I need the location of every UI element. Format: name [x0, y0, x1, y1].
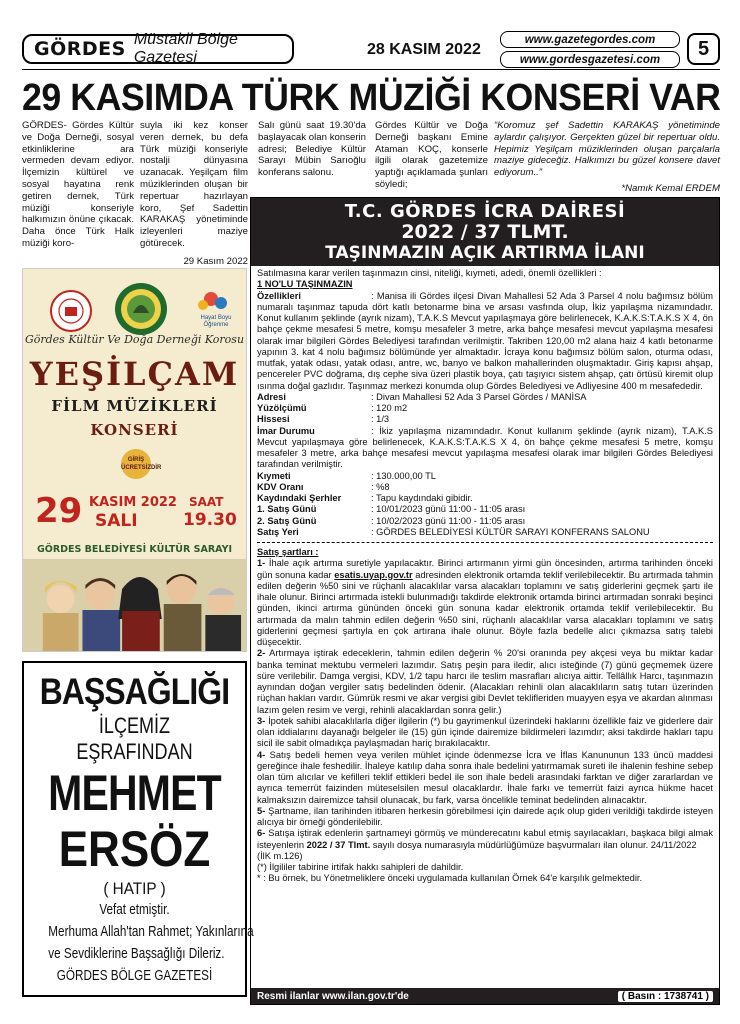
article-column-1 — [22, 120, 134, 260]
auction-header-file: 2022 / 37 TLMT. — [401, 221, 569, 243]
logo-caption: Hayat Boyu Öğrenme — [200, 315, 232, 328]
association-logo-icon — [115, 283, 167, 335]
poster-time: 19.30 — [183, 510, 237, 530]
condolence-line-4: GÖRDES BÖLGE GAZETESİ — [56, 967, 213, 984]
masthead — [22, 30, 720, 70]
article-text: Salı günü saat 19.30'da başlayacak olan konserin adresi; Belediye Kültür Sarayı Mübin Sarıoğlu konferans salonu. — [258, 120, 366, 179]
condition-5 — [257, 806, 713, 829]
poster-choir-name: Gördes Kültür Ve Doğa Derneği Korosu — [24, 333, 245, 346]
row-key: Kıymeti — [257, 470, 291, 481]
auction-header-office: T.C. GÖRDES İCRA DAİRESİ — [344, 201, 626, 222]
row-key: Kaydındaki Şerhler — [257, 493, 342, 503]
poster-konser: KONSERİ — [90, 421, 179, 439]
condolence-line-1: Vefat etmiştir. — [99, 901, 170, 918]
auction-footer — [251, 988, 719, 1004]
row-key: Satış Yeri — [257, 526, 299, 537]
masthead-title: GÖRDES — [34, 38, 126, 60]
official-ads-link[interactable]: Resmi ilanlar www.ilan.gov.tr'de — [257, 990, 409, 1002]
condition-number: 1- — [257, 558, 266, 569]
poster-time-label: SAAT — [189, 495, 224, 509]
auction-header-title: TAŞINMAZIN AÇIK ARTIRMA İLANI — [325, 243, 645, 263]
row-key: 2. Satış Günü — [257, 515, 317, 526]
deceased-surname: ERSÖZ — [58, 821, 211, 877]
masthead-title-box — [22, 31, 294, 66]
poster-weekday: SALI — [95, 511, 138, 531]
auction-header — [251, 198, 719, 266]
ministry-logo-icon — [51, 291, 91, 331]
row-value: : 1/3 — [371, 414, 390, 425]
row-value: : 10/01/2023 günü 11:00 - 11:05 arası — [371, 504, 526, 515]
condition-text: adresinden elektronik ortamda teklif verilebilecektir. Bu artırmada tahmin edilen değerin %50 sini ve rüçhanlı alacaklılar varsa alacakları toplamını ve satış giderlerini geçmek şartı ile ihale olunur. Birinci artırmada istekli bulunmadığı takdirde elektronik ortamda birinci artırmadan sonraki beşinci günden, ikinci artırma gününden önceki gün sonuna kadar elektronik ortamda teklif verilebilecektir. Bu artırmada da malın tahmin edilen değerin %50 sini, rüçhanlı alacaklılar varsa alacakları toplamını ve satış giderlerini geçmesi şartıyla en çok artırana ihale olunur. Böyle fazla bedelle alıcı çıkmazsa satış talebi düşecektir. — [257, 569, 713, 647]
row-key: Yüzölçümü — [257, 403, 307, 413]
article-text: Gördes Kültür ve Doğa Derneği başkanı Emine Ataman KOÇ, konserle ilgili olarak gazetemize yaptığı açıklamada şunları söyledi; — [375, 120, 488, 190]
row-value: : 130.000,00 TL — [371, 470, 436, 481]
property-row — [257, 471, 713, 482]
file-number: 2022 / 37 Tlmt. — [306, 839, 371, 850]
masthead-date: 28 KASIM 2022 — [367, 41, 481, 58]
divider — [257, 542, 713, 543]
auction-notice — [250, 197, 720, 1005]
property-row — [257, 504, 713, 515]
property-row — [257, 527, 713, 538]
condition-text: sayılı dosya numarasıyla müdürlüğümüze başvurmaları ilan olunur. 24/11/2022 — [370, 839, 697, 850]
masthead-subtitle: Müstakil Bölge Gazetesi — [133, 31, 238, 66]
page-number: 5 — [687, 33, 720, 65]
row-value: : GÖRDES BELEDİYESİ KÜLTÜR SARAYI KONFERANS SALONU — [371, 526, 650, 537]
property-number-label: 1 NO'LU TAŞINMAZIN — [257, 279, 353, 290]
row-value: : Tapu kaydındaki gibidir. — [371, 493, 473, 503]
article-text: GÖRDES- Gördes Kültür ve Doğa Derneği, sosyal etkinliklerine ara vermeden devam ediyor. İlçemizin kültürel ve sosyal hayatına renk getiren dernek, Türk müziği konseriyle halkımızın önüne çıkacak. Daha önce Türk Halk müziği koro- — [22, 120, 134, 249]
condition-text: Şartname, ilan tarihinden itibaren herkesin görebilmesi için dairede açık olup gideri verildiği takdirde isteyen alıcıya bir örneği gönderilebilir. — [257, 805, 713, 827]
condition-text: Satış bedeli hemen veya verilen mühlet içinde ödenmezse İcra ve İflas Kanununun 133 üncü maddesi gereğince ihale feshedilir. İhaleye katılıp daha sonra ihale bedelini yatırmamak sureti ile ihalenin feshine sebep olan tüm alıcılar ve kefilleri teklif ettikleri bedel ile son ihale bedeli arasındaki farktan ve diğer zararlardan ve ayrıca temerrüt faizinden müteselsilen mesul olacaklardır. İhale farkı ve temerrüt faizi ayrıca hükme hacet kalmaksızın dairemizce tahsil olunacak, bu fark, varsa öncelikle teminat bedelinden alınacaktır. — [257, 749, 713, 805]
property-row — [257, 414, 713, 425]
row-key: Özellikleri — [257, 290, 301, 301]
article-text: suyla iki kez konser veren dernek, bu defa Türk müziği konseriyle nostalji dünyasına uzanacak. Yeşilçam film müziklerinden oluşan bir repertuar hazırlayan koro, Şef Sadettin KARAKAŞ yönetiminde izleyenleri maziye götürecek. — [140, 120, 248, 249]
legal-reference: (İlK m.126) — [257, 850, 303, 861]
row-key: KDV Oranı — [257, 481, 304, 492]
row-key: İmar Durumu — [257, 425, 315, 436]
condition-text: İhale açık artırma suretiyle yapılacaktır. Birinci artırmanın yirmi gün öncesinden, artırma tarihinden önceki gün sonuna kadar — [257, 558, 713, 580]
headline: 29 KASIMDA TÜRK MÜZİĞİ KONSERİ VAR — [22, 77, 721, 119]
row-value: : %8 — [371, 481, 390, 492]
condition-2 — [257, 648, 713, 716]
condolence-line-2: Merhuma Allah'tan Rahmet; Yakınlarına — [48, 923, 254, 940]
row-key: Adresi — [257, 391, 286, 402]
property-row — [257, 482, 713, 493]
deceased-name: MEHMET — [48, 765, 221, 821]
condition-6 — [257, 828, 713, 851]
poster-subtitle: FİLM MÜZİKLERİ — [51, 397, 218, 415]
press-number: ( Basın : 1738741 ) — [618, 991, 713, 1002]
condition-number: 5- — [257, 805, 266, 816]
article-date: 29 Kasım 2022 — [183, 255, 248, 267]
row-value: : 120 m2 — [371, 403, 408, 413]
sale-conditions-title: Satış şartları : — [257, 547, 319, 557]
footnote-2: * : Bu örnek, bu Yönetmeliklere önceki uygulamada kullanılan Örnek 64'e karşılık gelmektedir. — [257, 873, 643, 884]
poster-month: KASIM 2022 — [89, 495, 177, 510]
concert-poster — [22, 268, 247, 652]
article-signature: *Namık Kemal ERDEM — [621, 182, 720, 194]
property-features-text: : Manisa ili Gördes ilçesi Divan Mahallesi 52 Ada 3 Parsel 4 nolu bağımsız bölüm numaralı taşınmaz tapuda dört katlı betonarme bina ve arsası vasfında olup, İkiz yapılaşma nizamındadır. Konut kullanım şeklinde (ayrık nizam), T.A.K.S Mevcut yapılaşmaya göre belirlenecek, K.A.K.S:T.A.K.S X 4, ön bahçe çekme mesafesi 5 metre, komşu mesafeler 3 metre, arka bahçe mesafesi mevcut yapılaşma mesafesi olarak imar bilgileri Gördes Belediyesi tarafından verilmiştir. Takriben 120,00 m2 alana haiz 4 katlı betonarme yapının 3. kat 4 nolu bağımsız bölümünde yer almaktadır. İcraya konu bağımsız bölüm salon, oturma odası, mutfak, yatak odası, yatak odası, antre, wc, banyo ve balkon mahallerinden oluşmaktadır. Giriş kapısı ahşap, pencereler PVC doğrama, dış cephe siva üzeri plastik boya, çatı taşıyıcı sistem ahşap, çatı örtüsü kiremit olup ısınma doğal gazlıdır. Taşınmaz merkezi konumda olup Gördes Belediyesi ve Adliyesine 400 m mesafededir. — [257, 290, 713, 391]
actor-3-icon — [118, 577, 162, 652]
property-row — [257, 493, 713, 504]
auction-intro: Satılmasına karar verilen taşınmazın cinsi, niteliği, kıymeti, adedi, önemli özellikleri : — [257, 268, 602, 278]
condolence-title: BAŞSAĞLIĞI — [39, 671, 230, 712]
deceased-nickname: ( HATIP ) — [103, 879, 166, 898]
condition-number: 6- — [257, 828, 266, 839]
condition-number: 2- — [257, 648, 266, 659]
condolence-line-3: ve Sevdiklerine Başsağlığı Dileriz. — [48, 945, 225, 962]
condition-1 — [257, 558, 713, 648]
lifelong-learning-logo-icon — [198, 292, 227, 310]
free-entry-badge: GİRİŞ ÜCRETSİZDİR — [121, 449, 151, 479]
masthead-url-1[interactable]: www.gazetegordes.com — [500, 31, 680, 48]
zoning-text: : İkiz yapılaşma nizamındadır. Konut kullanım şeklinde (ayrık nizam), T.A.K.S Mevcut yapılaşmaya göre belirlenecek, K.A.K.S:T.A.K.S X 4, ön bahçe çekme mesafesi 5 metre, komşu mesafeler 3 metre, arka bahçe mesafesi mevcut yapılaşma mesafesi olarak imar bilgileri Gördes Belediyesi tarafından verilmiştir. — [257, 425, 713, 470]
condolence-notice — [22, 661, 254, 997]
uyap-link[interactable]: esatis.uyap.gov.tr — [334, 569, 413, 580]
condition-text: İpotek sahibi alacaklılarla diğer ilgilerin (*) bu gayrimenkul üzerindeki haklarını özellikle faiz ve giderlere dair olan iddialarını dayanağı belgeler ile (15) gün içinde dairemize bildirmeleri lazımdır; aksi takdirde hakları tapu sicil ile sabit olmadıkça paylaşmadan hariç bırakılacaktır. — [257, 715, 713, 749]
article-column-2 — [140, 120, 248, 267]
row-key: Hissesi — [257, 414, 290, 425]
poster-venue: GÖRDES BELEDİYESİ KÜLTÜR SARAYI — [36, 544, 233, 555]
property-row — [257, 392, 713, 403]
auction-body — [251, 266, 719, 885]
article-quote: “Koromuz şef Sadettin KARAKAŞ yönetiminde aylardır çalışıyor. Gerçekten güzel bir repertuar oldu. Hepimiz Yeşilçam müziklerinden oluşan parçalarla maziye gideceğiz. Halkımızı bu güzel konsere davet ediyorum..” — [494, 120, 720, 179]
poster-logos-svg — [23, 279, 247, 339]
row-value: : 10/02/2023 günü 11:00 - 11:05 arası — [371, 515, 526, 526]
footnote-1: (*) İlgililer tabirine irtifak hakkı sahipleri de dahildir. — [257, 862, 464, 872]
poster-title: YEŞİLÇAM — [29, 355, 240, 393]
condition-number: 4- — [257, 749, 266, 760]
condolence-subtitle: İLÇEMİZ EŞRAFINDAN — [76, 713, 193, 764]
property-row — [257, 403, 713, 414]
row-key: 1. Satış Günü — [257, 504, 317, 515]
poster-day: 29 — [35, 491, 83, 531]
poster-logos — [23, 279, 246, 339]
condition-3 — [257, 716, 713, 750]
condition-number: 3- — [257, 715, 266, 726]
actor-4-icon — [164, 574, 202, 652]
property-row — [257, 516, 713, 527]
condition-text: Artırmaya iştirak edeceklerin, tahmin edilen değerin % 20'si oranında pey akçesi veya bu miktar kadar banka teminat mektubu vermeleri lazımdır. Satış peşin para iledir, alıcı isteğinde (7) günü geçmemek üzere süre verilebilir. Damga vergisi, KDV, 1/2 tapu harcı ile teslim masrafları alıcıya aittir. Tellâllık Harcı, taşınmazın aynından doğan vergiler satış bedelinden ödenir. (Alacakları rehinli olan alacaklıların satış tutarı üzerinden rüçhan hakları vardır. Gümrük resmi ve akar vergisi gibi Devlet teklifleriden muayyen eşya ve akardan alınması lazım gelen resim ve vergi, rehinli alacaklardan sonra gelir.) — [257, 648, 713, 715]
masthead-url-2[interactable]: www.gordesgazetesi.com — [500, 51, 680, 68]
condition-text: Satışa iştirak edenlerin şartnameyi görmüş ve münderecatını kabul etmiş sayılacakları, başkaca bilgi almak isteyenlerin — [257, 828, 713, 850]
poster-actors-illustration — [23, 559, 246, 652]
row-value: : Divan Mahallesi 52 Ada 3 Parsel Gördes / MANİSA — [371, 391, 587, 402]
condition-4 — [257, 750, 713, 806]
